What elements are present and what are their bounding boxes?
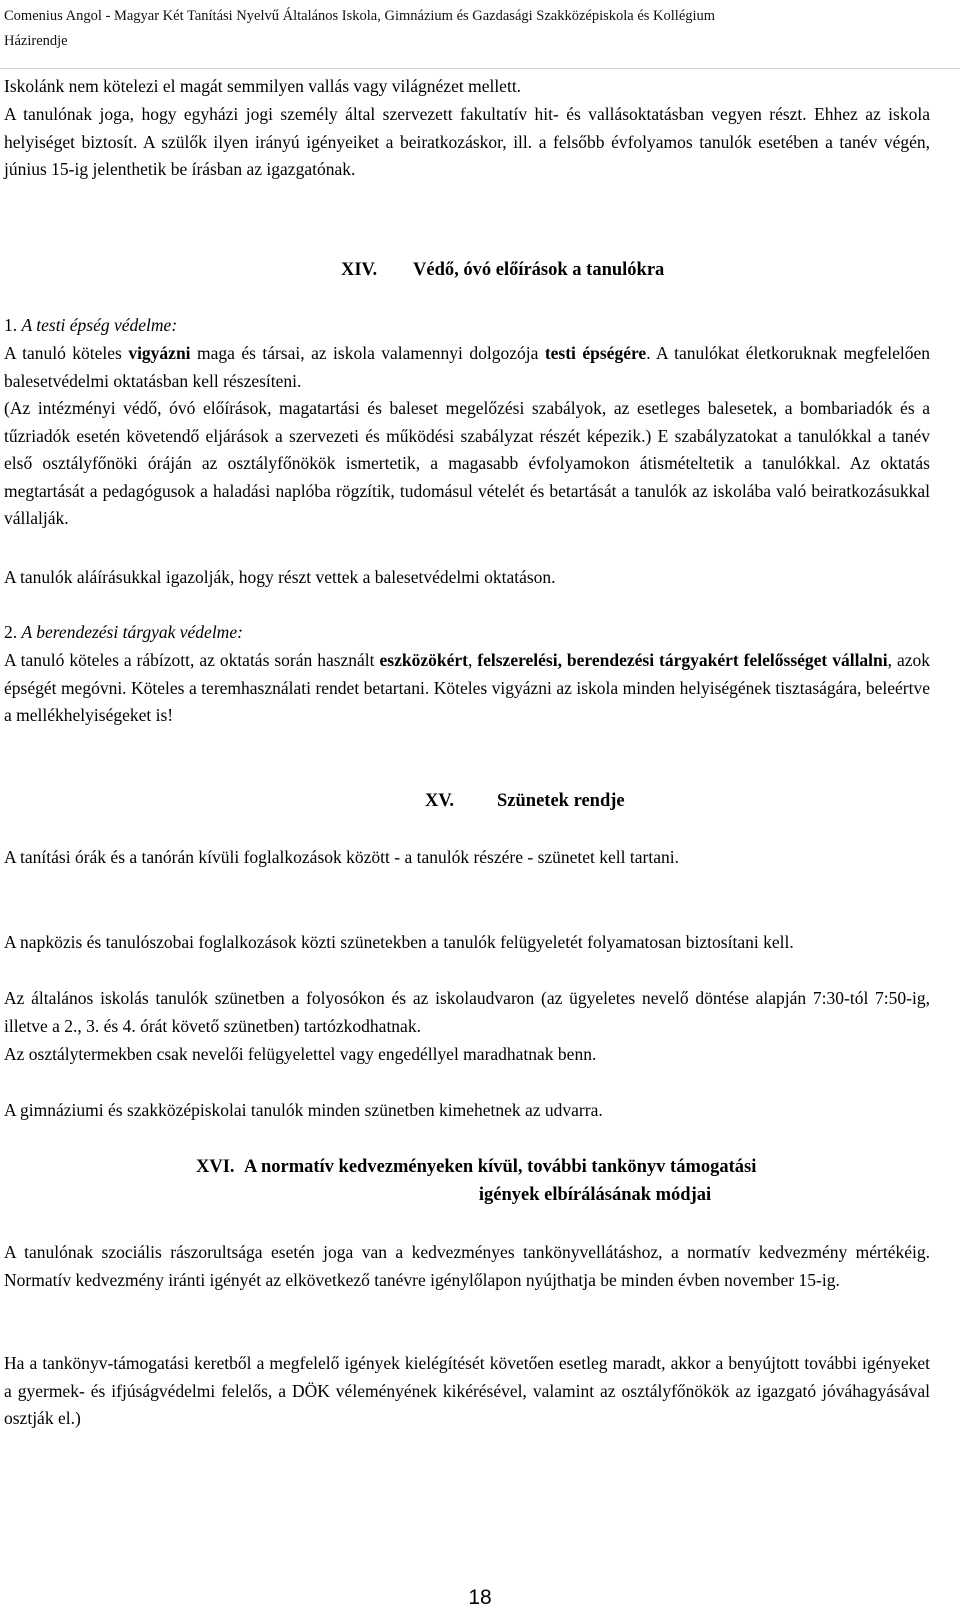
header-divider: [0, 68, 960, 69]
section-16-title-line1: A normatív kedvezményeken kívül, további tankönyv támogatási: [244, 1157, 757, 1177]
text-run: A tanuló köteles: [4, 343, 129, 363]
text-run: maga és társai, az iskola valamennyi dolgozója: [190, 343, 545, 363]
sec15-paragraph-2: A napközis és tanulószobai foglalkozások közti szünetekben a tanulók felügyeletét folyamatosan biztosítani kell.: [4, 932, 794, 952]
subsection-2-number: 2.: [4, 622, 18, 642]
sec15-paragraph-3: Az általános iskolás tanulók szünetben a folyosókon és az iskolaudvaron (az ügyeletes nevelő döntése alapján 7:30-tól 7:50-ig, illetve a 2., 3. és 4. órát követő szünetben) tartózkodhatnak.: [4, 988, 930, 1036]
sec14-paragraph-2: (Az intézményi védő, óvó előírások, magatartási és baleset megelőzési szabályok, az esetleges balesetek, a bombariadók és a tűzriadók esetén követendő eljárások a szervezeti és működési szabályzat részét képezik.) E szabályzatokat a tanulókkal a tanév első osztályfőnöki óráján az osztályfőnökök ismertetik, a magasabb évfolyamokon átismételtetik a tanulókkal. Az oktatás megtartását a pedagógusok a haladási naplóba rögzítik, tudomásul vételét és betartását a tanulók az iskolába való beiratkozásukkal vállalják.: [4, 398, 930, 528]
section-15-title: Szünetek rendje: [497, 791, 625, 811]
text-run: ,: [467, 650, 478, 670]
emphasis-felelosseg: felszerelési, berendezési tárgyakért felelősséget vállalni: [477, 650, 888, 670]
emphasis-testi-epsegere: testi épségére: [544, 343, 647, 363]
section-16-heading-line1: [196, 1154, 756, 1181]
emphasis-vigyazni: vigyázni: [128, 343, 191, 363]
subsection-1-heading: [4, 312, 930, 340]
intro-paragraph-1: Iskolánk nem kötelezi el magát semmilyen vallás vagy világnézet mellett.: [4, 76, 522, 96]
sec14-paragraph-3: A tanulók aláírásukkal igazolják, hogy részt vettek a balesetvédelmi oktatáson.: [4, 567, 556, 587]
subsection-1-number: 1.: [4, 315, 18, 335]
emphasis-eszkozokert: eszközökért: [379, 650, 468, 670]
page-header: [4, 4, 954, 54]
text-run: A tanuló köteles a rábízott, az oktatás során használt: [4, 650, 380, 670]
header-institution: Comenius Angol - Magyar Két Tanítási Nyelvű Általános Iskola, Gimnázium és Gazdasági Szakközépiskola és Kollégium: [4, 8, 716, 24]
sec15-paragraph-5: A gimnáziumi és szakközépiskolai tanulók minden szünetben kimehetnek az udvarra.: [4, 1100, 603, 1120]
sec15-paragraph-4: Az osztálytermekben csak nevelői felügyelettel vagy engedéllyel maradhatnak benn.: [4, 1044, 597, 1064]
header-doc-title: Házirendje: [4, 33, 68, 49]
text-run: , azok épségét megóvni. Köteles a teremhasználati rendet betartani. Köteles vigyázni az iskola minden helyiségének tisztaságára, beleértve a mellékhelyiségeket is!: [4, 650, 931, 725]
subsection-1-title: A testi épség védelme:: [21, 315, 178, 335]
subsection-2-heading: [4, 619, 930, 647]
section-14-heading: [341, 257, 664, 284]
sec16-paragraph-2: Ha a tankönyv-támogatási keretből a megfelelő igények kielégítését követően esetleg maradt, akkor a benyújtott további igényeket a gyermek- és ifjúságvédelmi felelős, a DÖK véleményének kikérésével, valamint az osztályfőnökök az igazgató jóváhagyásával osztják el.): [4, 1353, 930, 1428]
section-16-title-line2: igények elbírálásának módjai: [478, 1185, 712, 1205]
subsection-2-title: A berendezési tárgyak védelme:: [21, 622, 243, 642]
section-15-number: XV.: [425, 791, 454, 811]
sec16-paragraph-1: A tanulónak szociális rászorultsága esetén joga van a kedvezményes tankönyvellátáshoz, a normatív kedvezmény mértékéig. Normatív kedvezmény iránti igényét az elkövetkező tanévre igénylőlapon nyújthatja be minden évben november 15-ig.: [4, 1242, 930, 1290]
section-14-number: XIV.: [341, 260, 378, 280]
section-16-number: XVI.: [196, 1157, 235, 1177]
page-number: 18: [468, 1586, 492, 1609]
sec14-paragraph-1: [4, 340, 930, 395]
section-14-title: Védő, óvó előírások a tanulókra: [413, 260, 665, 280]
text-run: . A tanulókat életkoruknak megfelelően balesetvédelmi oktatásban kell részesíteni.: [4, 343, 930, 391]
sec15-paragraph-1: A tanítási órák és a tanórán kívüli foglalkozások között - a tanulók részére - szünetet kell tartani.: [4, 847, 679, 867]
sec14-paragraph-4: [4, 647, 930, 730]
intro-paragraph-2: A tanulónak joga, hogy egyházi jogi személy által szervezett fakultatív hit- és vallásoktatásban vegyen részt. Ehhez az iskola helyiséget biztosít. A szülők ilyen irányú igényeiket a beiratkozáskor, ill. a felsőbb évfolyamos tanulók esetében a tanév végén, június 15-ig jelenthetik be írásban az igazgatónak.: [4, 104, 930, 179]
section-15-heading: [425, 788, 625, 815]
